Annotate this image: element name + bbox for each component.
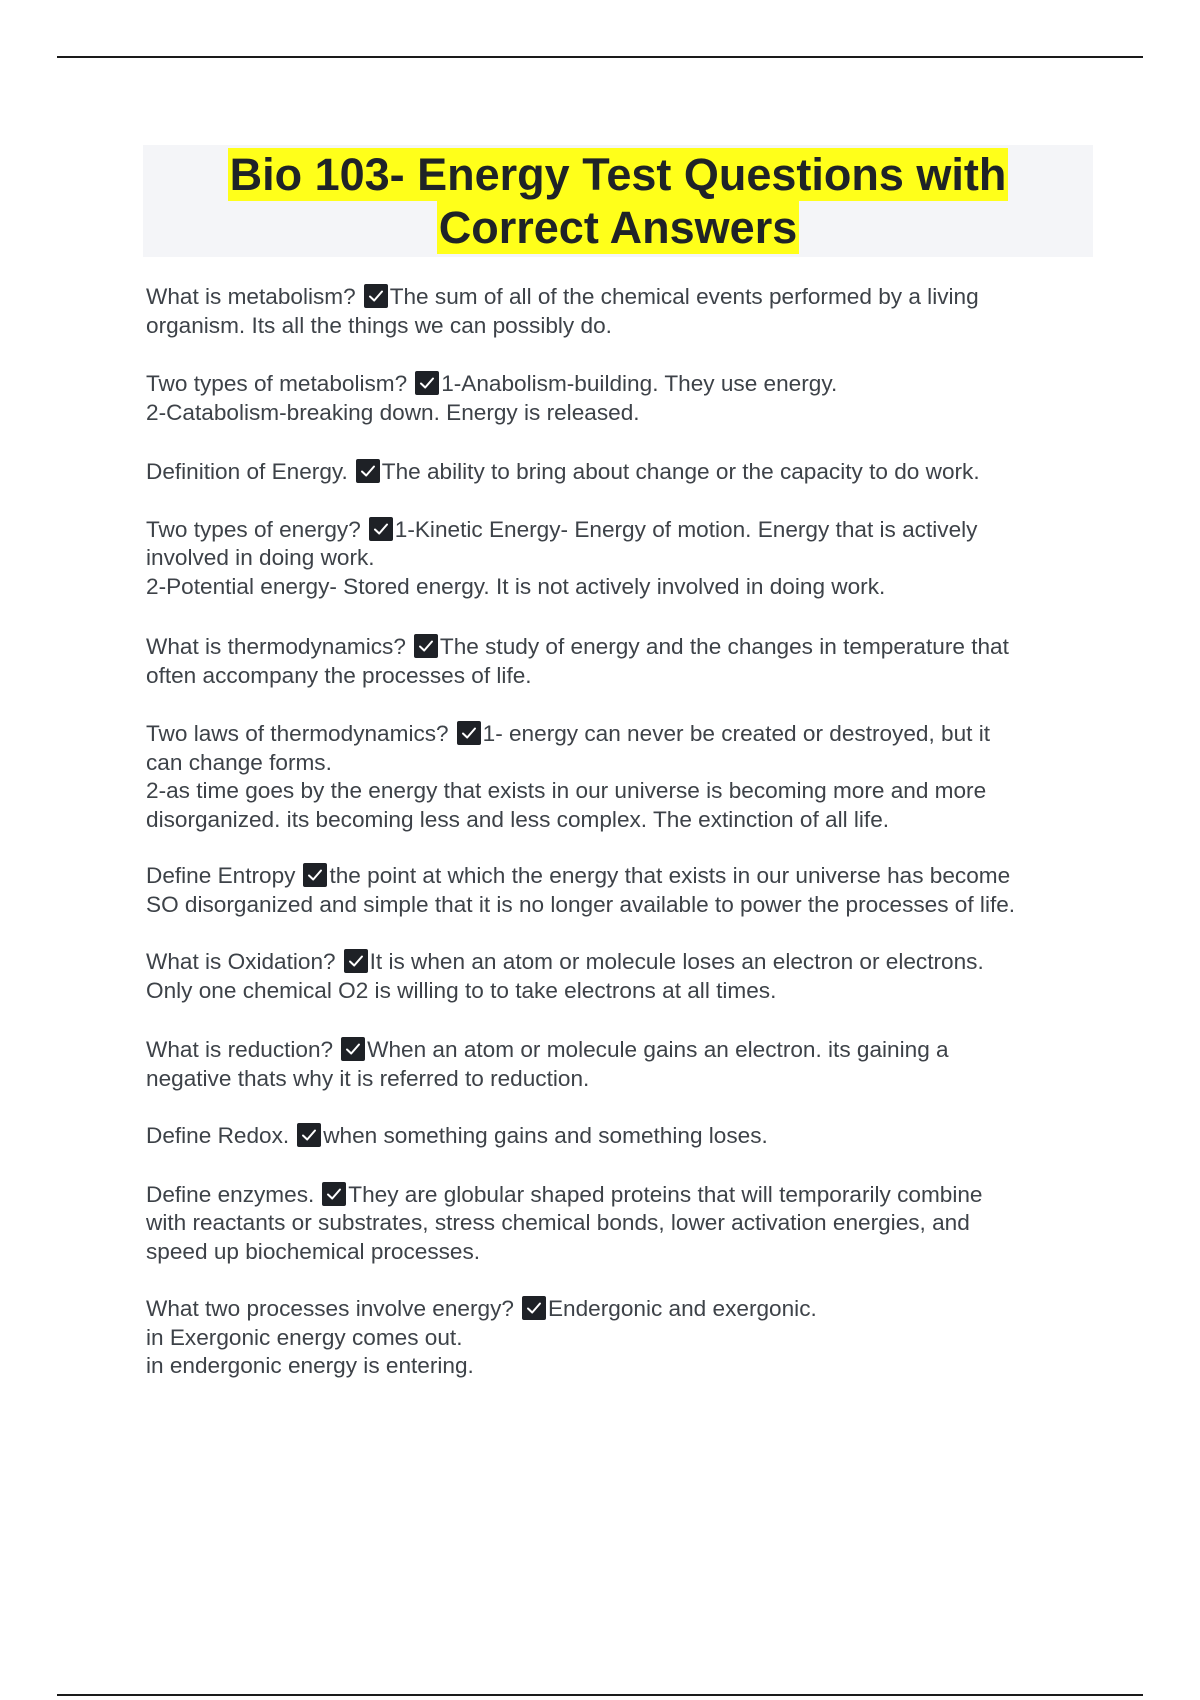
answer-text: with reactants or substrates, stress chemical bonds, lower activation energies, and bbox=[146, 1210, 970, 1235]
question-text: What is metabolism? bbox=[146, 284, 356, 309]
answer-text: They are globular shaped proteins that will temporarily combine bbox=[348, 1181, 983, 1207]
answer-text: 2-Potential energy- Stored energy. It is not actively involved in doing work. bbox=[146, 573, 886, 599]
document-title-box bbox=[143, 145, 1093, 257]
checkmark-box-icon bbox=[364, 284, 388, 308]
answer-text: when something gains and something loses. bbox=[323, 1123, 768, 1148]
question-text: What is reduction? bbox=[146, 1037, 334, 1062]
qa-first-line bbox=[146, 862, 1086, 891]
qa-item bbox=[146, 1036, 1086, 1093]
page-title-line-1: Bio 103- Energy Test Questions with bbox=[229, 149, 1007, 200]
qa-first-line bbox=[146, 1122, 1086, 1151]
answer-text: organism. Its all the things we can possibly do. bbox=[146, 312, 612, 338]
question-text: Define Redox. bbox=[146, 1123, 290, 1148]
qa-first-line bbox=[146, 516, 1086, 545]
qa-item bbox=[146, 1122, 1086, 1151]
checkmark-box-icon bbox=[356, 459, 380, 483]
qa-first-line bbox=[146, 283, 1086, 312]
qa-item bbox=[146, 720, 1086, 834]
qa-first-line bbox=[146, 633, 1086, 662]
qa-item bbox=[146, 948, 1086, 1005]
question-text: What is Oxidation? bbox=[146, 949, 336, 974]
answer-line bbox=[146, 891, 1086, 920]
answer-line bbox=[146, 977, 1086, 1006]
answer-text: 2-Catabolism-breaking down. Energy is released. bbox=[146, 399, 640, 425]
qa-item bbox=[146, 862, 1086, 919]
checkmark-box-icon bbox=[297, 1123, 321, 1147]
qa-first-line bbox=[146, 720, 1086, 749]
qa-item bbox=[146, 516, 1086, 602]
checkmark-box-icon bbox=[344, 949, 368, 973]
qa-first-line bbox=[146, 458, 1086, 487]
answer-text: The sum of all of the chemical events performed by a living bbox=[389, 284, 979, 309]
qa-first-line bbox=[146, 1036, 1086, 1065]
checkmark-box-icon bbox=[322, 1182, 346, 1206]
question-text: Two types of energy? bbox=[146, 516, 361, 542]
question-text: Definition of Energy. bbox=[146, 459, 348, 484]
answer-line bbox=[146, 1352, 1086, 1381]
answer-line bbox=[146, 1065, 1086, 1094]
qa-first-line bbox=[146, 1295, 1086, 1324]
answer-text: negative thats why it is referred to reduction. bbox=[146, 1065, 590, 1091]
checkmark-box-icon bbox=[415, 371, 439, 395]
qa-item bbox=[146, 458, 1086, 487]
answer-text: Endergonic and exergonic. bbox=[547, 1296, 817, 1321]
qa-item bbox=[146, 283, 1086, 340]
qa-first-line bbox=[146, 1181, 1086, 1210]
question-text: What is thermodynamics? bbox=[146, 634, 406, 659]
qa-item bbox=[146, 633, 1086, 690]
answer-text: The study of energy and the changes in temperature that bbox=[439, 634, 1009, 659]
checkmark-box-icon bbox=[369, 517, 393, 541]
question-text: Two laws of thermodynamics? bbox=[146, 721, 449, 746]
answer-line bbox=[146, 662, 1086, 691]
answer-line bbox=[146, 312, 1086, 341]
answer-text: often accompany the processes of life. bbox=[146, 662, 532, 688]
qa-list bbox=[146, 283, 1086, 1381]
answer-line bbox=[146, 1209, 1086, 1238]
qa-first-line bbox=[146, 370, 1086, 399]
bottom-rule bbox=[57, 1694, 1143, 1696]
answer-text: the point at which the energy that exists in our universe has become bbox=[329, 863, 1011, 888]
answer-text: in endergonic energy is entering. bbox=[146, 1353, 474, 1378]
answer-text: SO disorganized and simple that it is no longer available to power the processes of life. bbox=[146, 891, 1016, 917]
answer-text: 1-Anabolism-building. They use energy. bbox=[441, 371, 838, 396]
answer-line bbox=[146, 806, 1086, 835]
answer-line bbox=[146, 544, 1086, 573]
answer-text: When an atom or molecule gains an electron. its gaining a bbox=[367, 1037, 949, 1062]
top-rule bbox=[57, 56, 1143, 58]
question-text: Define enzymes. bbox=[146, 1181, 315, 1207]
checkmark-box-icon bbox=[303, 863, 327, 887]
question-text: What two processes involve energy? bbox=[146, 1296, 514, 1321]
qa-item bbox=[146, 1181, 1086, 1267]
answer-text: The ability to bring about change or the capacity to do work. bbox=[381, 459, 980, 484]
checkmark-box-icon bbox=[457, 721, 481, 745]
question-text: Define Entropy bbox=[146, 863, 296, 888]
answer-text: Only one chemical O2 is willing to to take electrons at all times. bbox=[146, 977, 777, 1003]
qa-item bbox=[146, 1295, 1086, 1381]
checkmark-box-icon bbox=[522, 1296, 546, 1320]
answer-text: in Exergonic energy comes out. bbox=[146, 1324, 463, 1350]
answer-text: It is when an atom or molecule loses an electron or electrons. bbox=[369, 949, 984, 974]
answer-text: speed up biochemical processes. bbox=[146, 1238, 481, 1264]
answer-text: 2-as time goes by the energy that exists in our universe is becoming more and more bbox=[146, 778, 987, 803]
qa-item bbox=[146, 370, 1086, 427]
answer-text: 1-Kinetic Energy- Energy of motion. Energy that is actively bbox=[394, 516, 978, 542]
answer-text: 1- energy can never be created or destroyed, but it bbox=[482, 721, 991, 746]
answer-line bbox=[146, 749, 1086, 778]
answer-line bbox=[146, 573, 1086, 602]
answer-line bbox=[146, 399, 1086, 428]
checkmark-box-icon bbox=[341, 1037, 365, 1061]
answer-line bbox=[146, 1324, 1086, 1353]
question-text: Two types of metabolism? bbox=[146, 371, 408, 396]
page-title-line-2: Correct Answers bbox=[438, 202, 798, 253]
answer-text: involved in doing work. bbox=[146, 545, 375, 570]
checkmark-box-icon bbox=[414, 634, 438, 658]
answer-line bbox=[146, 1238, 1086, 1267]
answer-line bbox=[146, 777, 1086, 806]
qa-first-line bbox=[146, 948, 1086, 977]
answer-text: can change forms. bbox=[146, 749, 332, 775]
answer-text: disorganized. its becoming less and less complex. The extinction of all life. bbox=[146, 806, 890, 832]
